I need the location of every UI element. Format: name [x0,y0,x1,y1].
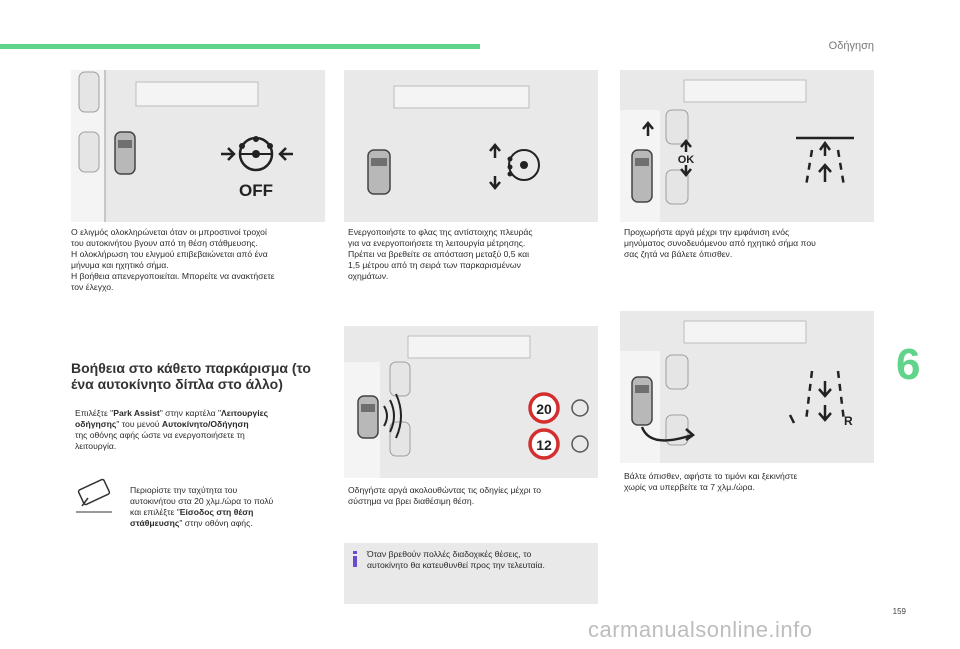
col1-paragraph-1: Ο ελιγμός ολοκληρώνεται όταν οι μπροστινοί τροχοί του αυτοκινήτου βγουν από τη θέση στάθμευσης. Η ολοκλήρωση του ελιγμού επιβεβαιώνεται από ένα μήνυμα και ηχητικό σήμα. Η βοήθεια απενεργοποιείται. Μπορείτε να ανακτήσετε τον έλεγχο. [71,227,275,292]
page-number: 159 [892,607,906,616]
off-label: OFF [239,181,273,200]
section-heading: Βοήθεια στο κάθετο παρκάρισμα (το ένα αυτοκίνητο δίπλα στο άλλο) [71,360,311,392]
watermark: carmanualsonline.info [588,617,813,642]
col3-step-2: Βάλτε όπισθεν, αφήστε το τιμόνι και ξεκινήστε χωρίς να υπερβείτε τα 7 χλμ./ώρα. [624,471,798,492]
figure-5-panel [344,326,598,478]
col2-step-2: Οδηγήστε αργά ακολουθώντας τις οδηγίες μέχρι το σύστημα να βρει διαθέσιμη θέση. [348,485,542,506]
info-text: Όταν βρεθούν πολλές διαδοχικές θέσεις, το αυτοκίνητο θα κατευθυνθεί προς την τελευταία. [367,549,545,570]
reverse-label: R [844,414,853,428]
ok-label: OK [677,154,695,166]
header-accent-bar [0,44,480,49]
arrow-up-icon [490,145,500,158]
parking-guidance-icon [796,138,854,186]
figure-5-illustration [344,326,598,478]
steering-wheel-icon [572,436,588,452]
chapter-number: 6 [896,340,921,389]
steering-wheel-icon [239,136,273,170]
section-title: Οδήγηση [828,40,874,52]
figure-6-illustration [620,311,874,463]
col2-step-1: Ενεργοποιήστε το φλας της αντίστοιχης πλευράς για να ενεργοποιήσετε τη λειτουργία μέτρησης. Πρέπει να βρεθείτε σε απόσταση μεταξύ 0,5 και 1,5 μέτρου από τη σειρά των παρκαρισμένων οχημάτων. [348,227,533,281]
svg-text:20: 20 [536,401,552,417]
figure-4-panel [620,70,874,222]
figure-1-panel [71,70,325,222]
steering-wheel-icon [572,400,588,416]
arrow-left-icon [280,148,293,160]
parking-guidance-icon [790,371,844,423]
svg-text:12: 12 [536,437,552,453]
touchscreen-hand-icon [74,478,114,519]
figure-4-illustration [620,70,874,222]
arrow-down-icon [490,176,500,188]
col3-step-1: Προχωρήστε αργά μέχρι την εμφάνιση ενός μηνύματος συνοδευόμενου από ηχητικό σήμα που σας ζητά να βάλετε όπισθεν. [624,227,816,259]
figure-2-illustration [344,70,598,222]
col1-step-2: Περιορίστε την ταχύτητα του αυτοκινήτου στα 20 χλμ./ώρα το πολύ και επιλέξτε "Είσοδος στη θέση στάθμευσης" στην οθόνη αφής. [130,485,274,528]
figure-6-panel [620,311,874,463]
figure-2-panel [344,70,598,222]
col1-step-1: Επιλέξτε "Park Assist" στην καρτέλα "Λειτουργίες οδήγησης" του μενού Αυτοκίνητο/Οδήγηση της οθόνης αφής ώστε να ενεργοποιήσετε τη λειτουργία. [75,408,269,451]
figure-1-illustration [71,70,325,222]
arrow-right-icon [221,148,234,160]
info-icon [350,551,360,567]
steering-wheel-icon [508,150,540,180]
